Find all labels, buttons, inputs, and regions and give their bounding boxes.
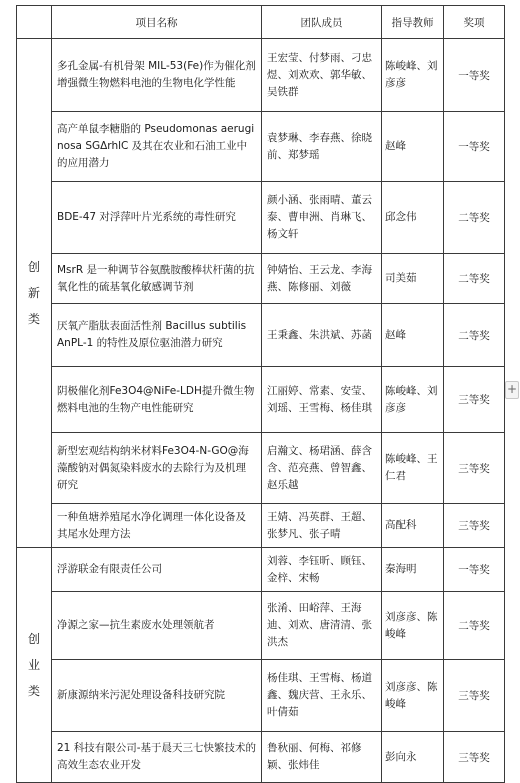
header-members: 团队成员 (262, 6, 382, 39)
advisor: 赵峰 (382, 112, 444, 182)
team-members: 启瀚文、杨珺涵、薛含含、范亮燕、曾智鑫、赵乐越 (262, 433, 382, 504)
advisor: 司美茹 (382, 254, 444, 304)
add-button[interactable]: + (505, 381, 519, 399)
category-char: 新 (27, 286, 40, 300)
category-char: 创 (27, 632, 40, 646)
team-members: 王婧、冯英群、王超、张梦凡、张子晴 (262, 504, 382, 548)
awards-table (16, 5, 505, 783)
header-project: 项目名称 (52, 6, 262, 39)
team-members: 袁梦琳、李春燕、徐晓前、郑梦瑶 (262, 112, 382, 182)
project-name: 多孔金属-有机骨架 MIL-53(Fe)作为催化剂增强微生物燃料电池的生物电化学性能 (52, 39, 262, 112)
award: 二等奖 (444, 592, 505, 660)
table-row (17, 660, 505, 732)
project-name: 浮游联金有限责任公司 (52, 548, 262, 592)
table-row (17, 732, 505, 783)
table-row (17, 592, 505, 660)
category-innovation (17, 39, 52, 548)
team-members: 江丽婷、常素、安莹、刘瑶、王雪梅、杨佳琪 (262, 367, 382, 433)
team-members: 颜小涵、张雨晴、董云泰、曹申洲、肖琳飞、杨文轩 (262, 182, 382, 254)
project-name: 高产单鼠李糖脂的 Pseudomonas aeruginosa SGΔrhlC 及其在农业和石油工业中的应用潜力 (52, 112, 262, 182)
advisor: 陈峻峰、刘彦彦 (382, 367, 444, 433)
table-row (17, 548, 505, 592)
table-row (17, 39, 505, 112)
project-name: 21 科技有限公司-基于晨天三七快繁技术的高效生态农业开发 (52, 732, 262, 783)
table-row (17, 433, 505, 504)
advisor: 高配科 (382, 504, 444, 548)
project-name: MsrR 是一种调节谷氨酰胺酸棒状杆菌的抗氧化性的硫基氧化敏感调节剂 (52, 254, 262, 304)
advisor: 陈峻峰、刘彦彦 (382, 39, 444, 112)
award: 三等奖 (444, 367, 505, 433)
category-char: 业 (27, 658, 40, 672)
table-row (17, 504, 505, 548)
category-char: 类 (27, 312, 40, 326)
category-char: 创 (27, 260, 40, 274)
award: 二等奖 (444, 304, 505, 367)
award: 三等奖 (444, 433, 505, 504)
award: 三等奖 (444, 732, 505, 783)
advisor: 赵峰 (382, 304, 444, 367)
team-members: 张淆、田峪萍、王海迪、刘欢、唐清清、张洪杰 (262, 592, 382, 660)
team-members: 钟婧怡、王云龙、李海燕、陈修丽、刘薇 (262, 254, 382, 304)
award: 三等奖 (444, 504, 505, 548)
advisor: 刘彦彦、陈峻峰 (382, 660, 444, 732)
team-members: 王秉鑫、朱洪斌、苏菡 (262, 304, 382, 367)
advisor: 邱念伟 (382, 182, 444, 254)
project-name: BDE-47 对浮萍叶片光系统的毒性研究 (52, 182, 262, 254)
header-row (17, 6, 505, 39)
project-name: 新康源纳米污泥处理设备科技研究院 (52, 660, 262, 732)
header-advisor: 指导教师 (382, 6, 444, 39)
advisor: 陈峻峰、王仁君 (382, 433, 444, 504)
award: 一等奖 (444, 39, 505, 112)
advisor: 秦海明 (382, 548, 444, 592)
table-row (17, 367, 505, 433)
award: 二等奖 (444, 182, 505, 254)
category-char: 类 (27, 684, 40, 698)
team-members: 刘蓉、李钰昕、顾钰、金梓、宋畅 (262, 548, 382, 592)
category-entrepreneurship (17, 548, 52, 783)
header-blank (17, 6, 52, 39)
project-name: 厌氧产脂肽表面活性剂 Bacillus subtilis AnPL-1 的特性及原位驱油潜力研究 (52, 304, 262, 367)
award: 三等奖 (444, 660, 505, 732)
project-name: 净源之家—抗生素废水处理领航者 (52, 592, 262, 660)
project-name: 阴极催化剂Fe3O4@NiFe-LDH提升微生物燃料电池的生物产电性能研究 (52, 367, 262, 433)
project-name: 一种鱼塘养殖尾水净化调理一体化设备及其尾水处理方法 (52, 504, 262, 548)
team-members: 鲁秋丽、何梅、祁修颖、张炜佳 (262, 732, 382, 783)
advisor: 刘彦彦、陈峻峰 (382, 592, 444, 660)
table-row (17, 112, 505, 182)
award: 一等奖 (444, 112, 505, 182)
table-row (17, 182, 505, 254)
team-members: 杨佳琪、王雪梅、杨道鑫、魏庆营、王永乐、叶倩茹 (262, 660, 382, 732)
table-row (17, 304, 505, 367)
project-name: 新型宏观结构纳米材料Fe3O4-N-GO@海藻酸钠对偶氮染料废水的去除行为及机理研究 (52, 433, 262, 504)
table-row (17, 254, 505, 304)
award: 二等奖 (444, 254, 505, 304)
award: 一等奖 (444, 548, 505, 592)
advisor: 彭向永 (382, 732, 444, 783)
team-members: 王宏莹、付梦雨、刁忠煜、刘欢欢、郭华敏、吴铁群 (262, 39, 382, 112)
header-award: 奖项 (444, 6, 505, 39)
